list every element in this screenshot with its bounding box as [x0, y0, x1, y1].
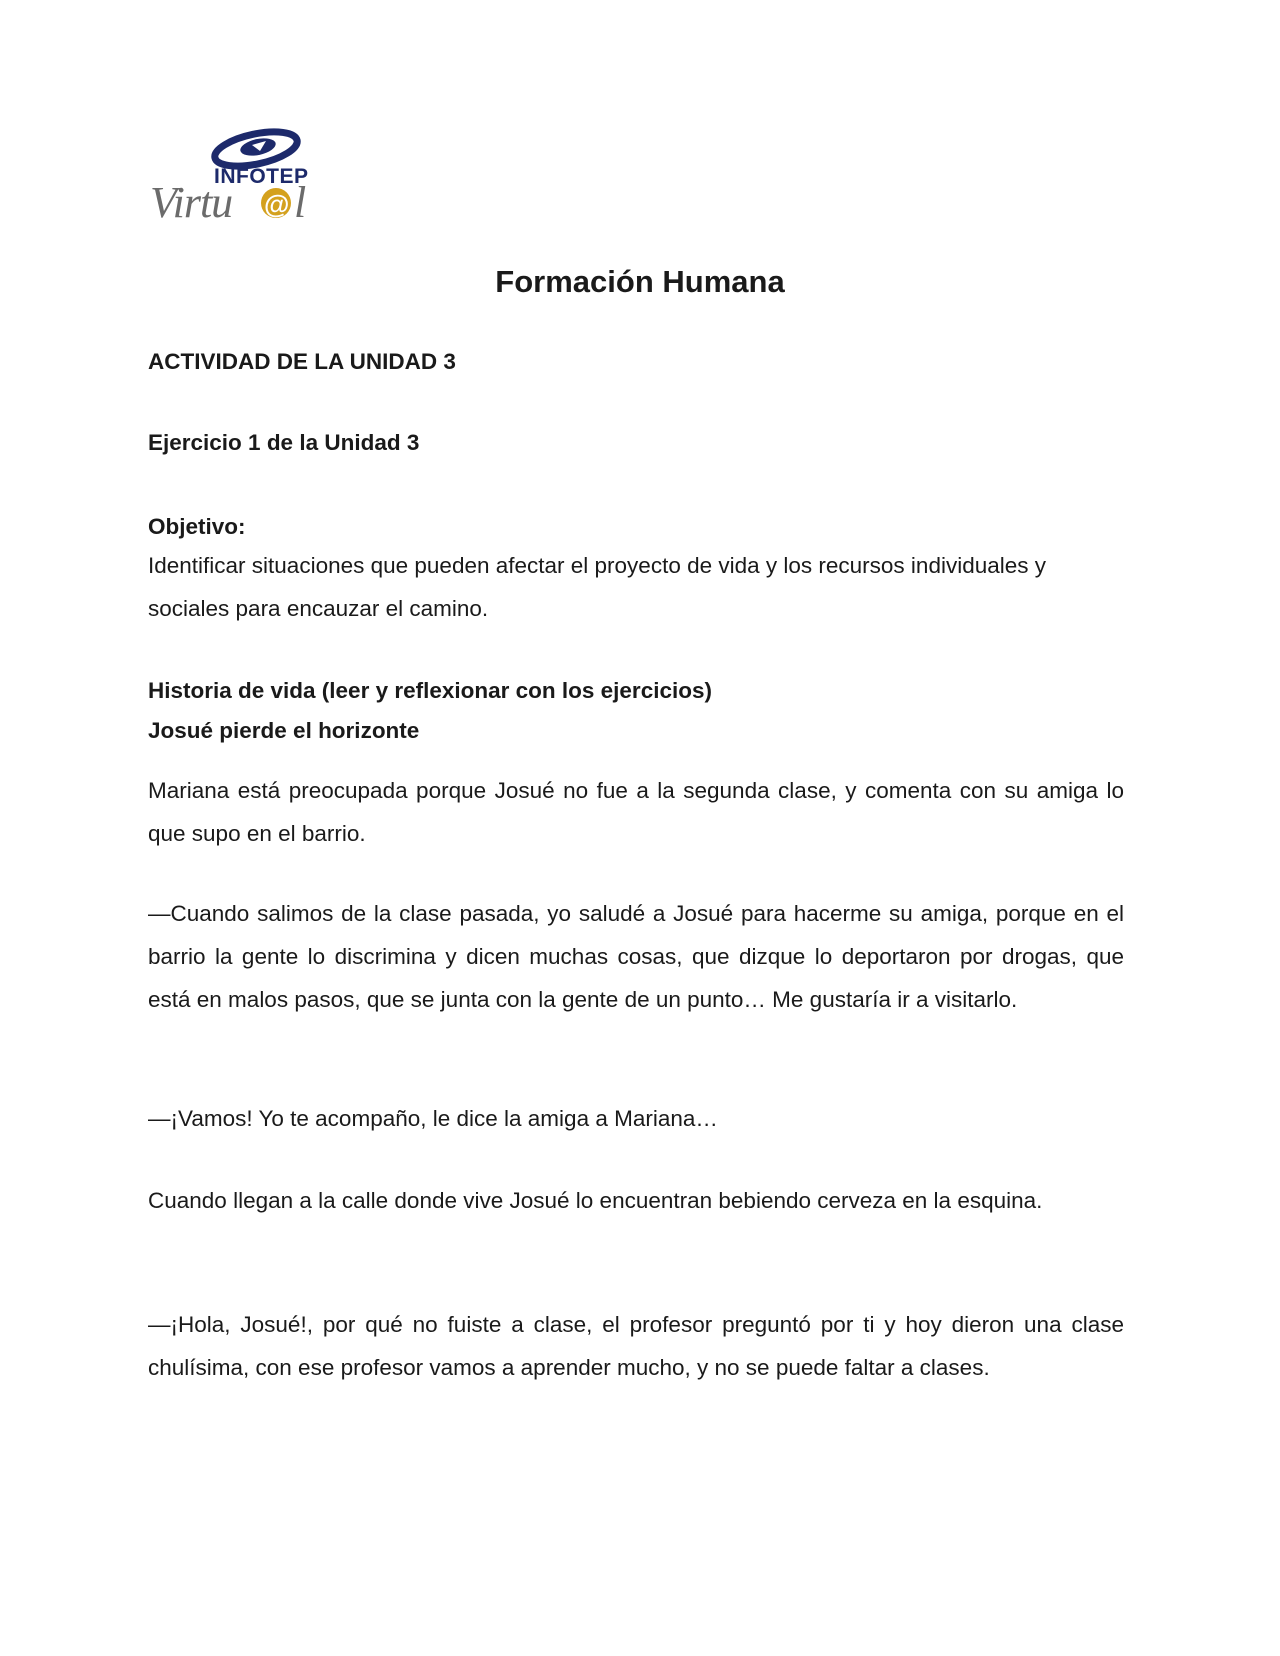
activity-heading: ACTIVIDAD DE LA UNIDAD 3 [148, 349, 456, 374]
svg-text:l: l [294, 178, 307, 225]
story-paragraph: Cuando llegan a la calle donde vive Josué lo encuentran bebiendo cerveza en la esquina. [148, 1188, 1043, 1213]
objective-text: Identificar situaciones que pueden afectar el proyecto de vida y los recursos individuales y sociales para encauzar el camino. [148, 553, 1047, 621]
svg-text:Virtu: Virtu [150, 178, 233, 225]
document-title: Formación Humana [495, 264, 785, 299]
story-paragraph: —Cuando salimos de la clase pasada, yo saludé a Josué para hacerme su amiga, porque en el barrio la gente lo discrimina y dicen muchas cosas, que dizque lo deportaron por drogas, que está en malos pasos, que se junta con la gente de un punto… Me gustaría ir a visitarlo. [148, 901, 1124, 1012]
story-title: Josué pierde el horizonte [148, 718, 420, 743]
story-paragraph: Mariana está preocupada porque Josué no fue a la segunda clase, y comenta con su amiga lo que supo en el barrio. [148, 778, 1124, 846]
story-paragraph: —¡Vamos! Yo te acompaño, le dice la amiga a Mariana… [148, 1106, 718, 1131]
svg-text:INFOTEP: INFOTEP [214, 165, 309, 188]
story-paragraph: —¡Hola, Josué!, por qué no fuiste a clase, el profesor preguntó por ti y hoy dieron una clase chulísima, con ese profesor vamos a aprender mucho, y no se puede faltar a clases. [148, 1312, 1124, 1380]
infotep-virtual-logo [148, 125, 326, 225]
svg-text:@: @ [264, 189, 290, 219]
exercise-heading: Ejercicio 1 de la Unidad 3 [148, 430, 420, 455]
story-heading: Historia de vida (leer y reflexionar con los ejercicios) [148, 678, 712, 703]
objective-label: Objetivo: [148, 514, 246, 539]
